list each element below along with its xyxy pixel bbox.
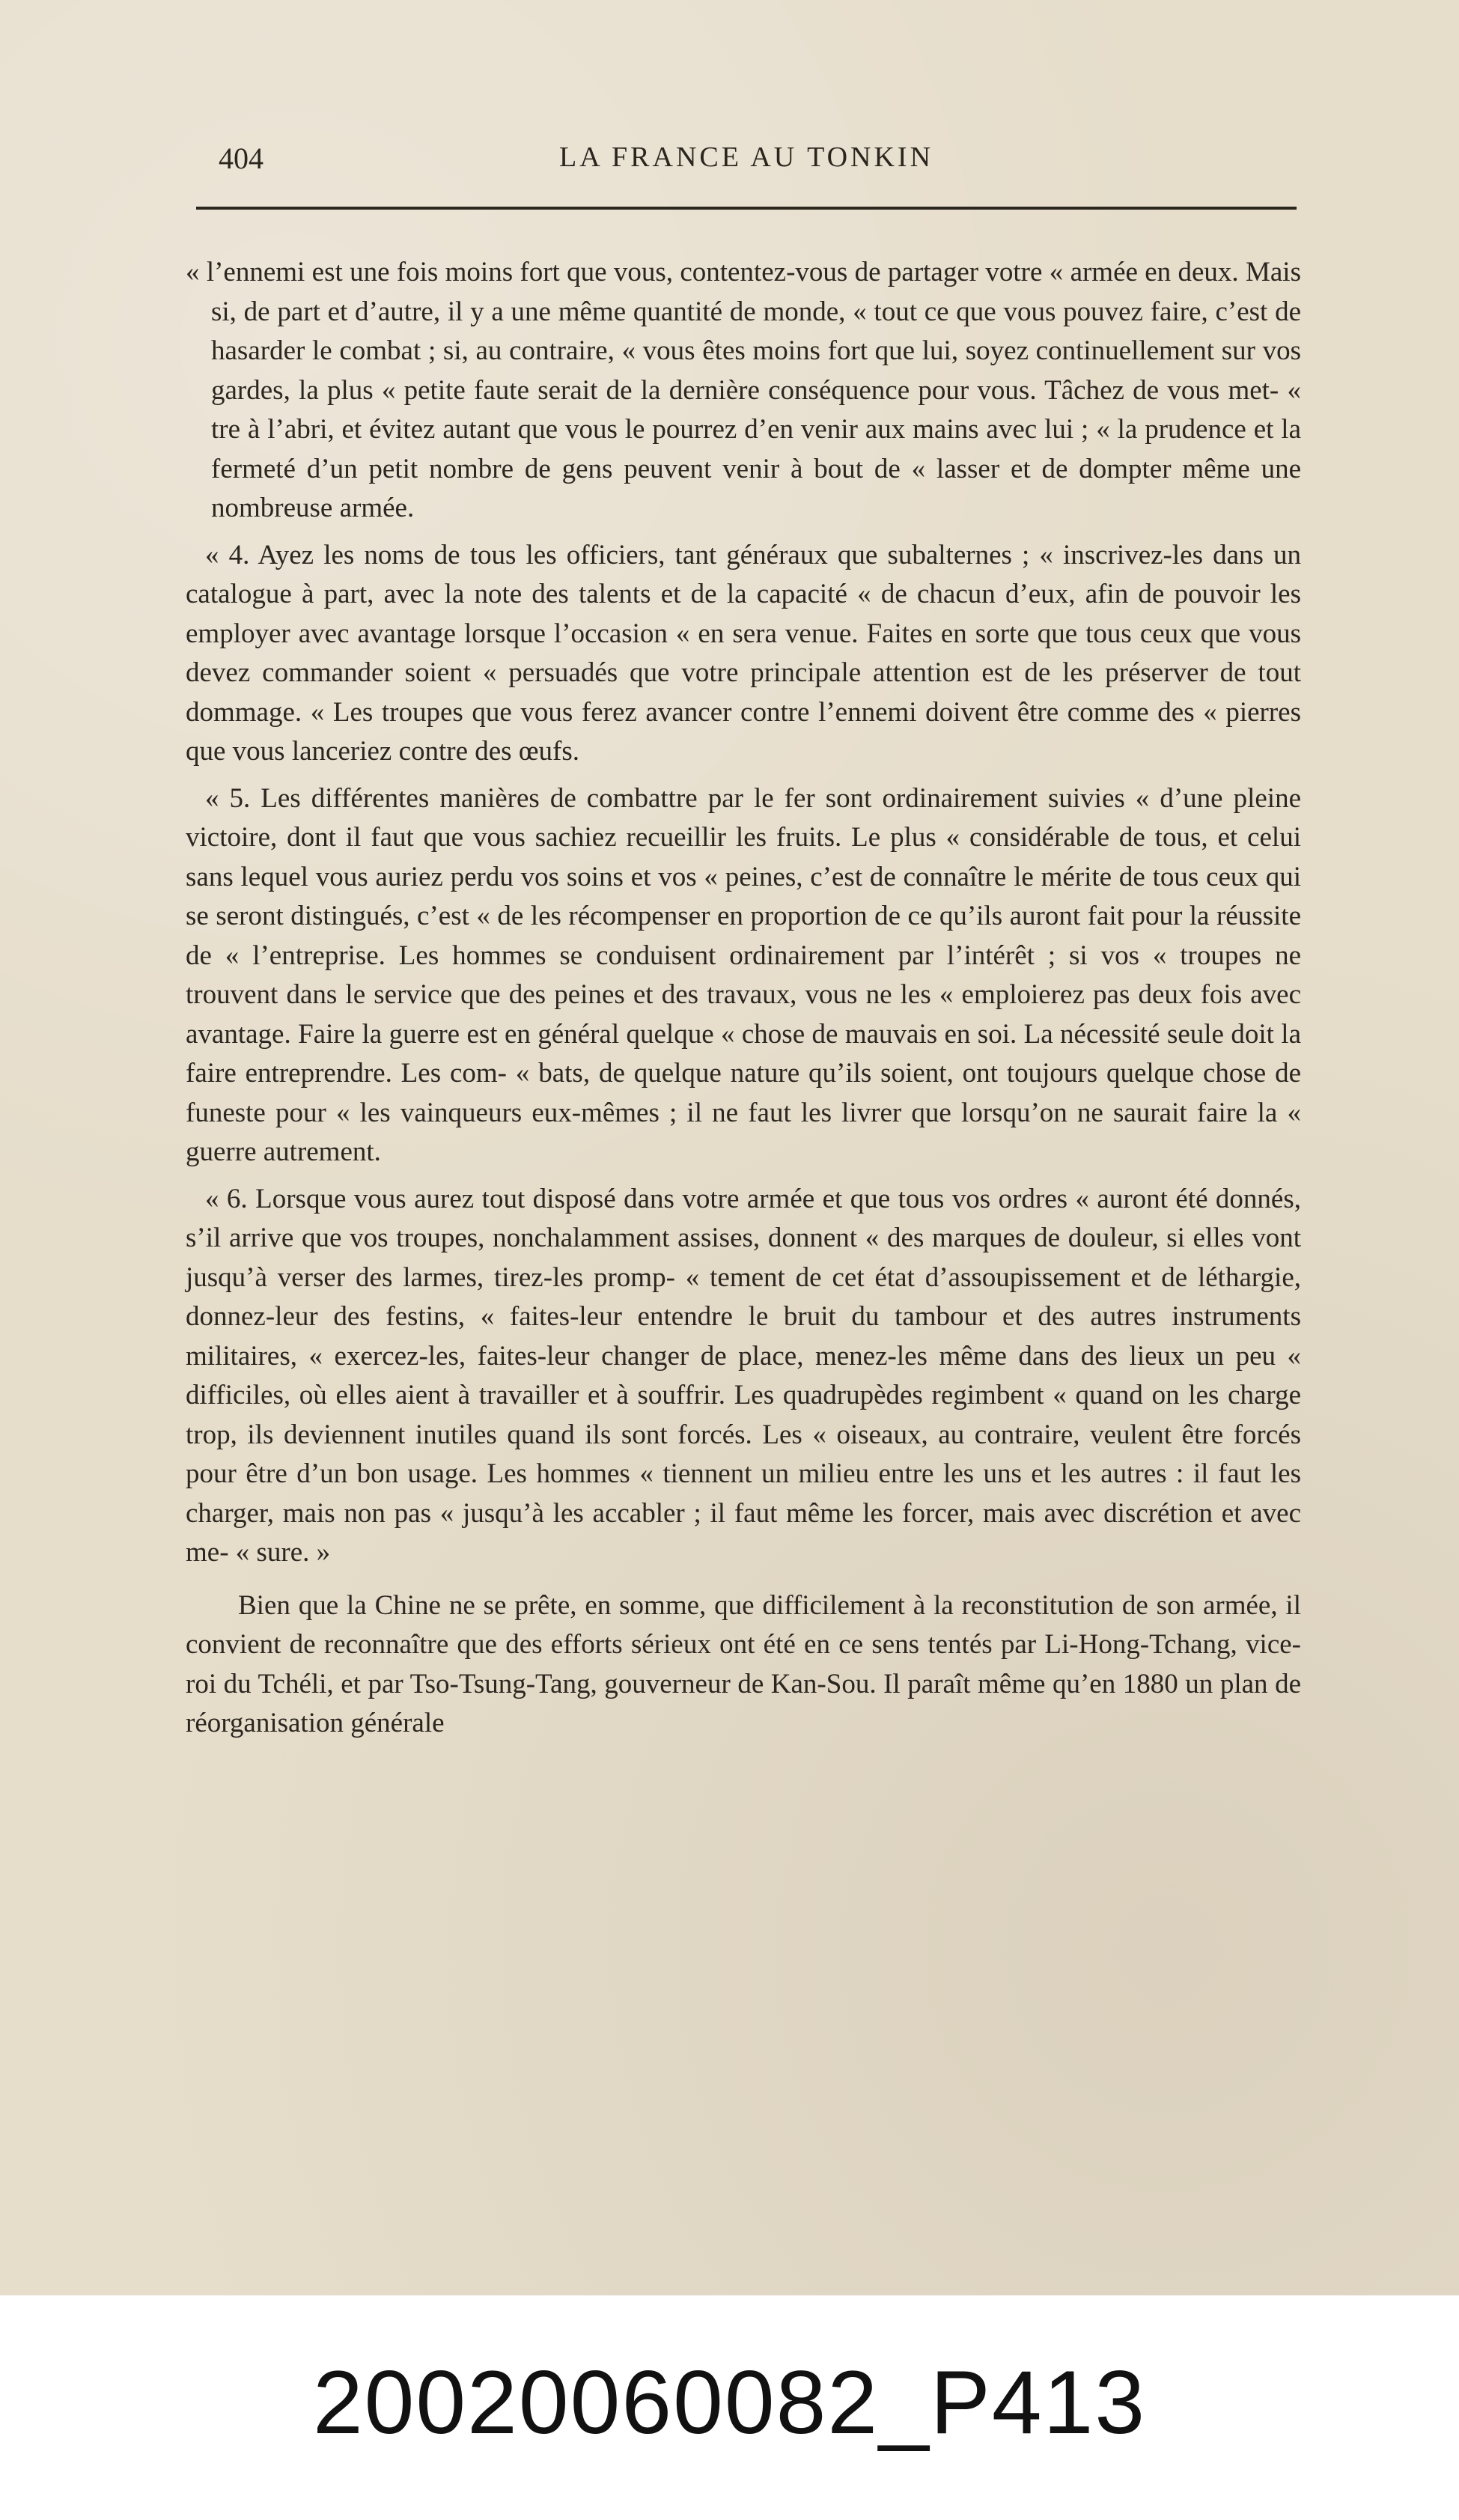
paragraph: « 6. Lorsque vous aurez tout disposé dans votre armée et que tous vos ordres « auront été donnés, s’il arrive que vos troupes, nonchalamment assises, donnent « des marques de douleur, si elles vont jusqu’à verser des larmes, tirez-les promp- « tement de cet état d’assoupissement et de léthargie, donnez-leur des festins, « faites-leur entendre le bruit du tambour et des autres instruments militaires, « exercez-les, faites-leur changer de place, menez-les même dans des lieux un peu « difficiles, où elles aient à travailler et à souffrir. Les quadrupèdes regimbent « quand on les charge trop, ils deviennent inutiles quand ils sont forcés. Les « oiseaux, au contraire, veulent être forcés pour être d’un bon usage. Les hommes « tiennent un milieu entre les uns et les autres : il faut les charger, mais non pas « jusqu’à les accabler ; il faut même les forcer, mais avec discrétion et avec me- « sure. »	[186, 1183, 1301, 1568]
page-number: 404	[219, 141, 264, 175]
quotation-block	[186, 253, 1301, 1573]
running-title: LA FRANCE AU TONKIN	[558, 141, 934, 173]
paragraph: « l’ennemi est une fois moins fort que vous, contentez-vous de partager votre « armée en deux. Mais si, de part et d’autre, il y a une même quantité de monde, « tout ce que vous pouvez faire, c’est de hasarder le combat ; si, au contraire, « vous êtes moins fort que lui, soyez continuellement sur vos gardes, la plus « petite faute serait de la dernière conséquence pour vous. Tâchez de vous met- « tre à l’abri, et évitez autant que vous le pourrez d’en venir aux mains avec lui ; « la prudence et la fermeté d’un petit nombre de gens peuvent venir à bout de « lasser et de dompter même une nombreuse armée.	[186, 257, 1301, 523]
paragraph: « 4. Ayez les noms de tous les officiers, tant généraux que subalternes ; « inscrivez-les dans un catalogue à part, avec la note des talents et de la capacité « de chacun d’eux, afin de pouvoir les employer avec avantage lorsque l’occasion « en sera venue. Faites en sorte que tous ceux que vous devez commander soient « persuadés que votre principale attention est de les préserver de tout dommage. « Les troupes que vous ferez avancer contre l’ennemi doivent être comme des « pierres que vous lanceriez contre des œufs.	[186, 539, 1301, 767]
paragraph: « 5. Les différentes manières de combattre par le fer sont ordinairement suivies « d’une pleine victoire, dont il faut que vous sachiez recueillir les fruits. Le plus « considérable de tous, et celui sans lequel vous auriez perdu vos soins et vos « peines, c’est de connaître le mérite de tous ceux qui se seront distingués, c’est « de les récompenser en proportion de ce qu’ils auront fait pour la réussite de « l’entreprise. Les hommes se conduisent ordinairement par l’intérêt ; si vos « troupes ne trouvent dans le service que des peines et des travaux, vous ne les « emploierez pas deux fois avec avantage. Faire la guerre est en général quelque « chose de mauvais en soi. La nécessité seule doit la faire entreprendre. Les com- « bats, de quelque nature qu’ils soient, ont toujours quelque chose de funeste pour « les vainqueurs eux-mêmes ; il ne faut les livrer que lorsqu’on ne saurait faire la « guerre autrement.	[186, 782, 1301, 1167]
header-rule	[196, 207, 1297, 210]
paragraph: Bien que la Chine ne se prête, en somme, que difficilement à la reconstitution de son armée, il convient de reconnaître que des efforts sérieux ont été en ce sens tentés par Li-Hong-Tchang, vice-roi du Tchéli, et par Tso-Tsung-Tang, gouverneur de Kan-Sou. Il paraît même qu’en 1880 un plan de réorganisation générale	[186, 1589, 1301, 1738]
body-text	[186, 253, 1301, 1751]
page-header	[196, 141, 1297, 186]
scan-identifier: 20020060082_P413	[312, 2352, 1147, 2453]
